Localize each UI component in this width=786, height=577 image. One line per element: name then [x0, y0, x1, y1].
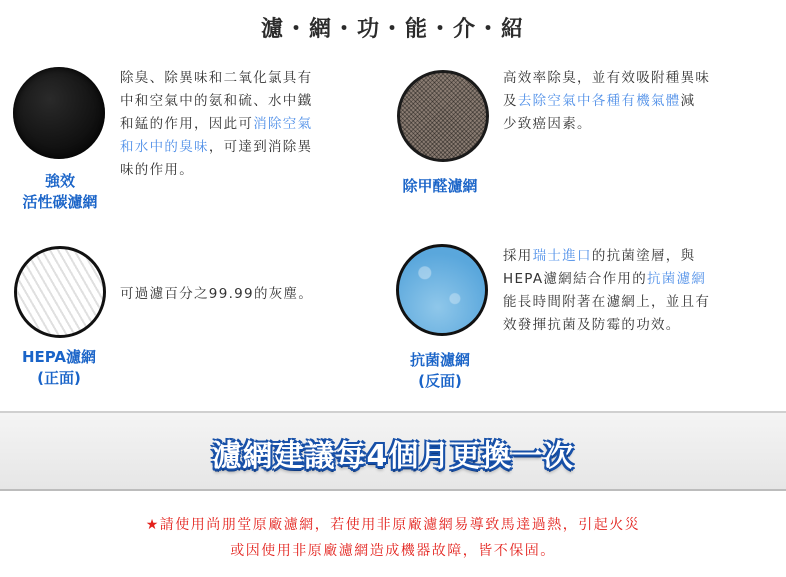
description-text: 味的作用。 — [120, 162, 194, 178]
hepa-filter-icon — [14, 246, 106, 338]
description-text: 減 — [680, 93, 696, 109]
description-line — [503, 291, 778, 314]
description-text: ，可達到消除異 — [208, 139, 313, 155]
filter-description-formaldehyde — [503, 67, 778, 136]
filter-name-line2: (正面) — [37, 369, 81, 387]
description-line — [120, 90, 380, 113]
description-line — [120, 136, 380, 159]
filter-description-hepa — [120, 283, 380, 306]
filter-name-line2: 活性碳濾網 — [22, 193, 98, 211]
description-line — [120, 113, 380, 136]
filter-description-antibacterial — [503, 245, 778, 337]
filter-name-line1: 強效 — [44, 172, 75, 190]
filter-name-formaldehyde — [380, 176, 500, 197]
formaldehyde-filter-icon — [397, 70, 489, 162]
filter-name-carbon — [8, 171, 112, 213]
description-line — [120, 283, 380, 306]
highlighted-text: 去除空氣中各種有機氣體 — [517, 93, 681, 109]
highlighted-text: 消除空氣 — [253, 116, 313, 132]
activated-carbon-filter-icon — [13, 67, 105, 159]
description-text: 採用 — [503, 248, 533, 264]
filter-description-carbon — [120, 67, 380, 182]
description-text: 除臭、除異味和二氧化氯具有 — [120, 70, 313, 86]
filter-name-line1: 抗菌濾網 — [409, 351, 470, 369]
filter-name-line1: 除甲醛濾網 — [402, 177, 478, 195]
description-text: 可過濾百分之99.99的灰塵。 — [120, 286, 314, 302]
highlighted-text: 瑞士進口 — [532, 248, 592, 264]
warning-line-2: 或因使用非原廠濾網造成機器故障，皆不保固。 — [230, 543, 556, 559]
description-text: HEPA濾網結合作用的 — [503, 271, 647, 287]
description-text: 的抗菌塗層，與 — [591, 248, 696, 264]
description-line — [503, 245, 778, 268]
description-line — [120, 159, 380, 182]
description-text: 及 — [503, 93, 518, 109]
divider — [0, 489, 786, 491]
description-text: 效發揮抗菌及防霉的功效。 — [503, 317, 681, 333]
filter-name-hepa — [4, 347, 114, 389]
page-title: 濾・網・功・能・介・紹 — [260, 17, 525, 42]
warning-line-1: ★請使用尚朋堂原廠濾網，若使用非原廠濾網易導致馬達過熱，引起火災 — [145, 517, 641, 533]
highlighted-text: 和水中的臭味 — [120, 139, 209, 155]
description-line — [503, 113, 778, 136]
highlighted-text: 抗菌濾網 — [647, 271, 707, 287]
filter-replacement-banner: 濾網建議每4個月更換一次 — [211, 439, 575, 474]
description-line — [120, 67, 380, 90]
filter-name-line2: (反面) — [418, 372, 462, 390]
description-line — [503, 90, 778, 113]
antibacterial-filter-icon — [396, 244, 488, 336]
description-text: 和錳的作用，因此可 — [120, 116, 254, 132]
description-text: 少致癌因素。 — [503, 116, 592, 132]
filter-name-antibacterial — [385, 350, 495, 392]
description-text: 中和空氣中的氨和硫、水中鐵 — [120, 93, 313, 109]
description-line — [503, 314, 778, 337]
description-text: 能長時間附著在濾網上，並且有 — [503, 294, 711, 310]
description-line — [503, 268, 778, 291]
filter-name-line1: HEPA濾網 — [21, 348, 97, 366]
description-line — [503, 67, 778, 90]
description-text: 高效率除臭，並有效吸附種異味 — [503, 70, 711, 86]
